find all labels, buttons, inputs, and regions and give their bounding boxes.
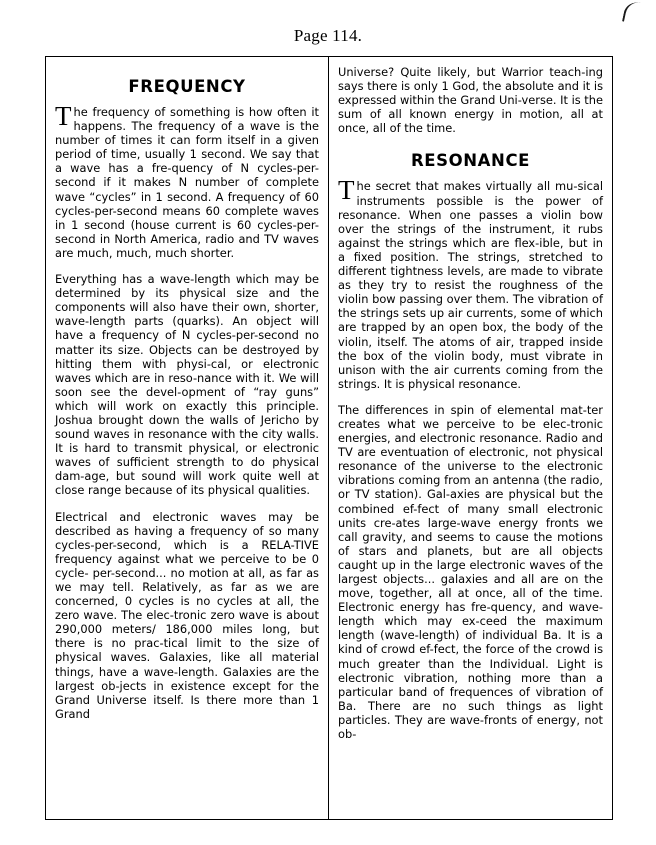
corner-arc-icon <box>622 0 650 26</box>
section-title-frequency: FREQUENCY <box>128 77 246 96</box>
page-corner-mark <box>622 2 648 16</box>
left-column <box>46 57 329 819</box>
paragraph: The secret that makes virtually all mu-sical instruments possible is the power of resonance. When one passes a violin bow over the strings of the instrument, it rubs against the strings which are flex-ible, but in a fixed position. The strings, stretched to different tightness levels, are made to vibrate as they try to resist the roughness of the violin bow passing over them. The vibration of the strings sets up air currents, some of which are trapped by an open box, the body of the violin, itself. The atoms of air, trapped inside the box of the violin body, must vibrate in unison with the air currents coming from the strings. It is physical resonance. <box>338 175 603 391</box>
page-number-header: Page 114. <box>293 26 363 45</box>
paragraph: The frequency of something is how often it happens. The frequency of a wave is the number of times it can form itself in a given period of time, usually 1 second. We say that a wave has a fre-quency of N cycles-per-second if it makes N number of complete wave “cycles” in 1 second. A frequency of 60 cycles-per-second means 60 complete waves in 1 second (house current is 60 cycles-per-second in North America, radio and TV waves are much, much, much shorter. <box>55 101 319 260</box>
section-title-resonance: RESONANCE <box>410 151 531 171</box>
two-column-text-frame <box>45 56 613 820</box>
right-column <box>329 57 612 819</box>
paragraph: Universe? Quite likely, but Warrior teach-ing says there is only 1 God, the absolute and it is expressed within the Grand Uni-verse. It is the sum of all known energy in motion, all at once, all of the time. <box>338 65 603 136</box>
paragraph: Everything has a wave-length which may be determined by its physical size and the components will also have their own, shorter, wave-length parts (quarks). An object will have a frequency of N cycles-per-second no matter its size. Objects can be destroyed by hitting them with physi-cal, or electronic waves which are in reso-nance with it. We will soon see the devel-opment of “ray guns” which will work on exactly this principle. Joshua brought down the walls of Jericho by sound waves in resonance with the city walls. It is hard to transmit physical, or electronic waves of sufficient strength to do physical dam-age, but sound will work quite well at close range because of its physical qualities. <box>55 272 319 498</box>
paragraph: The differences in spin of elemental mat-ter creates what we perceive to be elec-tronic energies, and electronic resonance. Radio and TV are eventuation of electronic, not physical resonance of the universe to the electronic vibrations coming from an antenna (the radio, or TV station). Gal-axies are physical but the combined ef-fect of many small electronic units cre-ates large-wave energy fronts we call gravity, and seems to cause the motions of stars and planets, but are all objects caught up in the large electronic waves of the largest objects... galaxies and all are on the move, together, all at once, all of the time. Electronic energy has fre-quency, and wave-length which may ex-ceed the maximum length (wave-length) of individual Ba. It is a kind of crowd ef-fect, the force of the crowd is much greater than the Individual. Light is electronic vibration, nothing more than a particular band of frequences of vibration of Ba. There are no such things as light particles. They are wave-fronts of energy, not ob- <box>338 402 603 742</box>
paragraph: Electrical and electronic waves may be described as having a frequency of so many cycles-per-second, which is a RELA-TIVE frequency against what we perceive to be 0 cycle- per-second... no motion at all, as far as we may tell. Relatively, as far as we are concerned, 0 cycles is no cycles at all, the zero wave. The elec-tronic zero wave is about 290,000 meters/ 186,000 miles long, but there is no prac-tical limit to the size of physical waves. Galaxies, like all material things, have a wave-length. Galaxies are the largest ob-jects in existence except for the Grand Universe itself. Is there more than 1 Grand <box>55 509 319 721</box>
